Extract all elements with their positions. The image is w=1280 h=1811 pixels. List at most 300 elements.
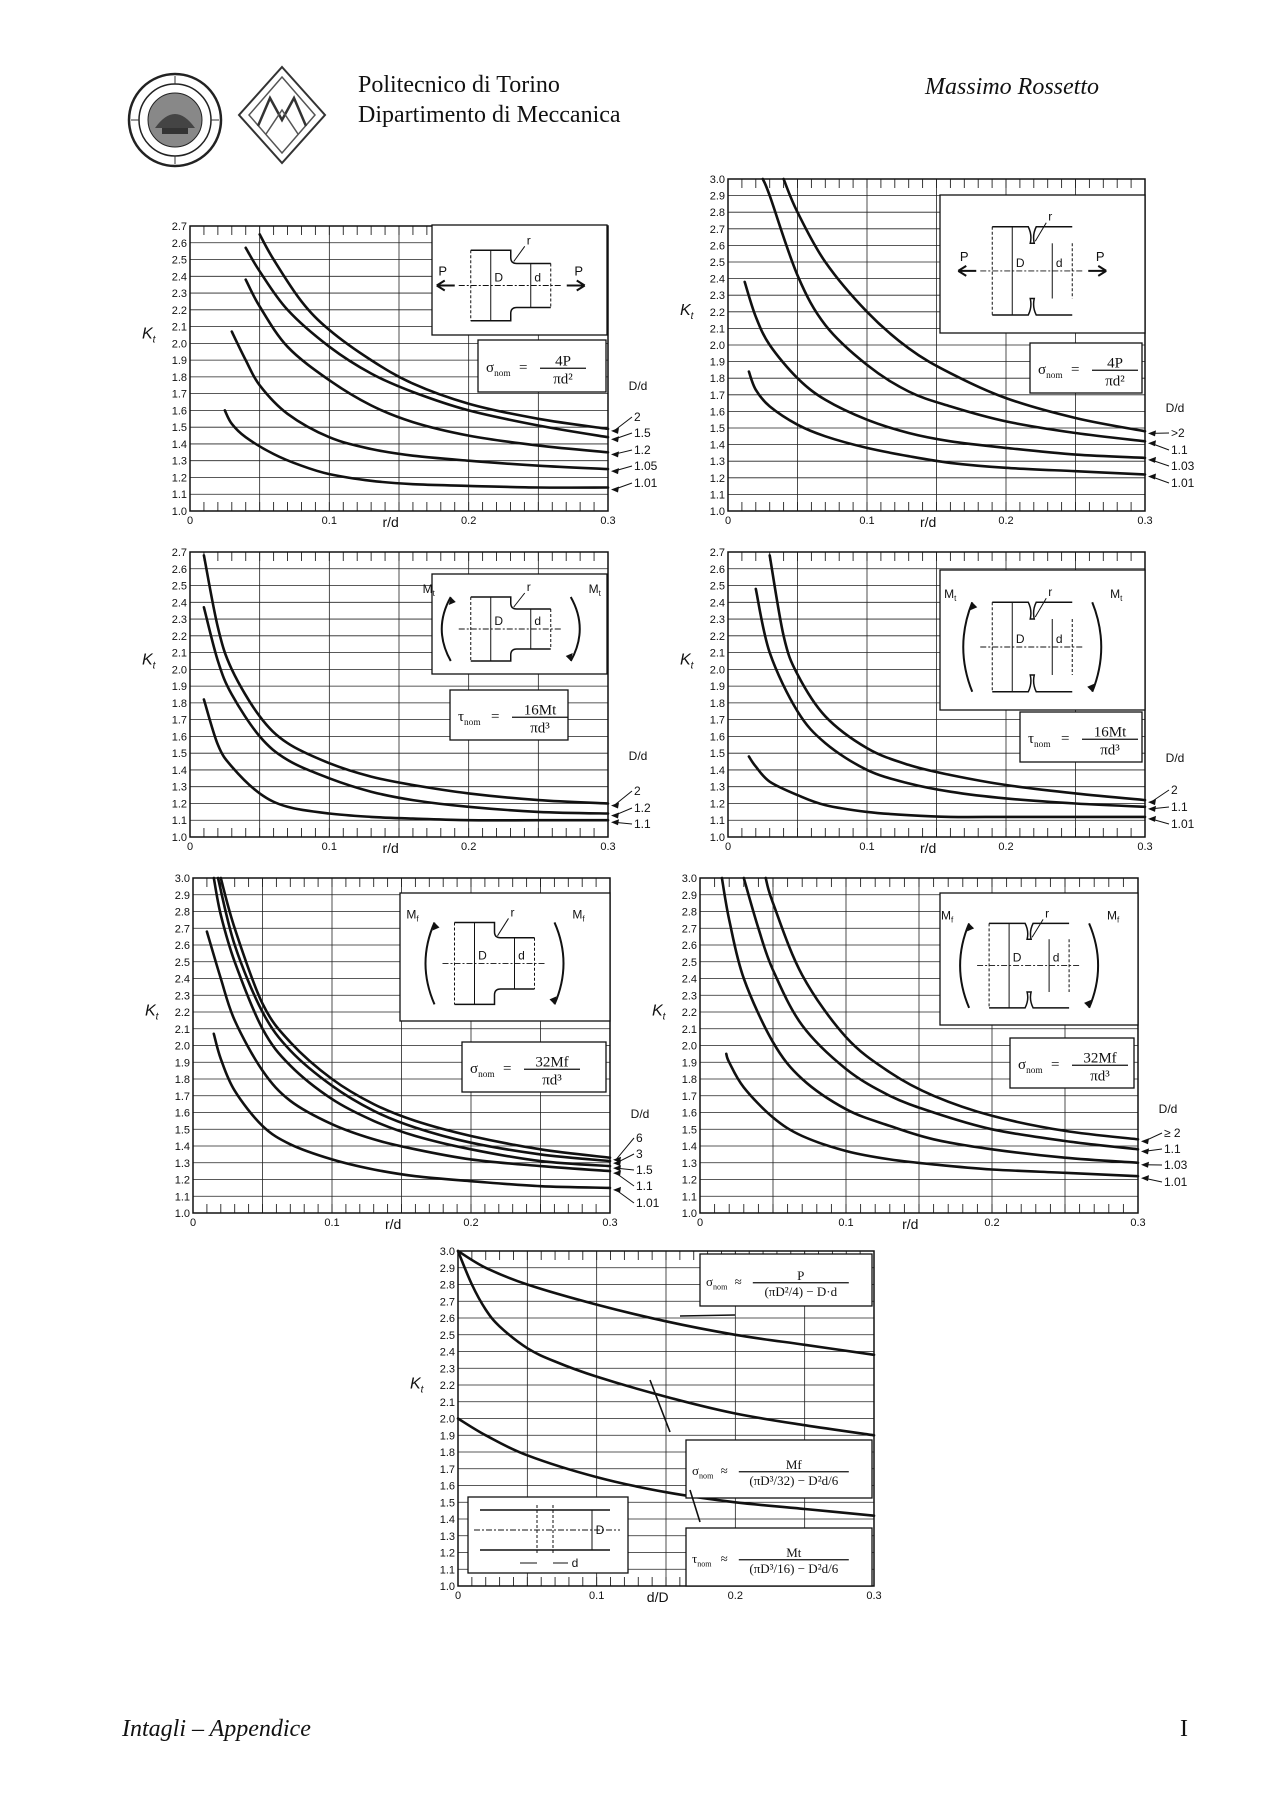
- inset-label-D: D: [478, 948, 487, 963]
- y-tick-label: 1.2: [709, 798, 725, 811]
- series-label-arrow: [611, 468, 619, 474]
- y-tick-label: 1.9: [439, 1430, 455, 1443]
- formula-subscript: nom: [699, 1471, 714, 1481]
- y-tick-label: 1.4: [171, 438, 187, 451]
- formula-relation: =: [1061, 731, 1070, 747]
- inset-frame: [940, 195, 1145, 333]
- moment-label-left: $M_f$: [940, 908, 954, 925]
- specimen-inset: [400, 893, 610, 1021]
- formula-frame: [686, 1528, 872, 1586]
- y-tick-label: 2.1: [171, 321, 187, 334]
- inset-label-r: r: [526, 580, 531, 594]
- y-tick-label: 2.0: [171, 338, 187, 351]
- moment-label-subscript: f: [416, 914, 419, 924]
- y-tick-label: 2.5: [171, 580, 187, 593]
- chart-tension-groove: [680, 174, 1195, 530]
- x-tick-label: 0.1: [859, 515, 875, 527]
- y-tick-label: 2.7: [171, 221, 187, 233]
- y-axis-label-subscript: t: [662, 1011, 666, 1023]
- y-tick-label: 1.3: [174, 1157, 190, 1170]
- series-label-arrow: [1141, 1148, 1149, 1154]
- y-tick-label: 2.1: [681, 1023, 697, 1036]
- x-tick-label: 0.2: [727, 1590, 743, 1602]
- moment-label-right: $M_t$: [588, 582, 601, 598]
- y-tick-label: 1.7: [709, 389, 725, 402]
- formula-numerator: 32Mf: [535, 1054, 569, 1071]
- y-tick-label: 1.0: [709, 506, 725, 518]
- legend-title: D/d: [630, 1107, 650, 1121]
- y-axis-label: $K_t$: [142, 325, 156, 346]
- y-tick-label: 2.6: [171, 563, 187, 576]
- inset-label-r: r: [1045, 906, 1050, 921]
- y-tick-label: 1.0: [174, 1208, 190, 1220]
- y-tick-label: 1.2: [171, 472, 187, 485]
- moment-label-subscript: f: [582, 914, 585, 924]
- formula-lhs: $\tau_{nom}$: [692, 1551, 712, 1569]
- formula-relation: ≈: [720, 1463, 728, 1478]
- y-tick-label: 2.7: [171, 547, 187, 559]
- inset-label-d: d: [518, 948, 525, 963]
- y-tick-label: 1.0: [171, 832, 187, 844]
- y-tick-label: 2.3: [709, 290, 725, 303]
- load-label-left: P: [959, 248, 969, 264]
- x-tick-label: 0.3: [1137, 515, 1153, 527]
- y-tick-label: 1.5: [174, 1124, 190, 1137]
- y-tick-label: 1.4: [439, 1514, 455, 1526]
- y-tick-label: 1.1: [171, 489, 187, 502]
- formula-numerator: 32Mf: [1083, 1050, 1117, 1067]
- formula-subscript: nom: [697, 1559, 712, 1569]
- series-label: 1.01: [1171, 476, 1195, 490]
- formula-denominator: πd²: [553, 371, 573, 388]
- formula-box: [680, 1254, 872, 1316]
- formula-denominator: (πD³/32) − D²d/6: [749, 1472, 839, 1488]
- y-tick-label: 2.2: [439, 1380, 455, 1392]
- y-tick-label: 1.9: [681, 1057, 697, 1070]
- formula-lhs: $\tau_{nom}$: [458, 709, 481, 729]
- y-tick-label: 1.7: [709, 714, 725, 727]
- legend-title: D/d: [628, 749, 648, 763]
- y-tick-label: 1.6: [174, 1107, 190, 1120]
- y-tick-label: 1.8: [171, 697, 187, 710]
- series-label-arrow: [611, 819, 619, 825]
- y-axis-label: $K_t$: [680, 302, 694, 322]
- y-tick-label: 2.9: [174, 889, 190, 902]
- y-tick-label: 3.0: [709, 174, 725, 186]
- y-tick-label: 2.4: [171, 597, 187, 610]
- load-label-right: P: [1095, 248, 1105, 264]
- x-tick-label: 0: [186, 841, 194, 853]
- x-tick-label: 0.1: [838, 1217, 854, 1229]
- series-label: 1.5: [636, 1163, 653, 1177]
- formula-box: [650, 1380, 872, 1498]
- series-label: 1.01: [1164, 1175, 1188, 1189]
- moment-label-subscript: t: [954, 594, 957, 604]
- moment-label-subscript: t: [1120, 594, 1123, 604]
- x-tick-label: 0: [189, 1217, 197, 1229]
- x-tick-label: 0.3: [866, 1590, 882, 1602]
- series-label: 1.03: [1164, 1158, 1188, 1172]
- y-tick-label: 2.5: [709, 580, 725, 593]
- y-tick-label: 1.6: [171, 405, 187, 418]
- moment-label-subscript: f: [1116, 915, 1120, 925]
- x-tick-label: 0: [454, 1590, 462, 1602]
- specimen-inset: [940, 893, 1138, 1025]
- y-tick-label: 1.6: [439, 1480, 455, 1493]
- series-label: 1.2: [634, 443, 651, 457]
- y-tick-label: 2.2: [681, 1007, 697, 1019]
- y-tick-label: 2.6: [174, 940, 190, 952]
- x-tick-label: 0.3: [602, 1217, 618, 1229]
- y-tick-label: 2.8: [709, 207, 725, 220]
- y-axis-label-subscript: t: [690, 311, 694, 322]
- formula-box: [686, 1490, 872, 1586]
- y-tick-label: 3.0: [681, 873, 697, 885]
- x-axis-label: d/D: [646, 1589, 669, 1605]
- x-tick-label: 0.2: [998, 841, 1014, 853]
- y-axis-label: $K_t$: [652, 1002, 666, 1023]
- series-label: 1.2: [634, 801, 651, 815]
- chart-transverse-hole: [410, 1246, 882, 1605]
- y-tick-label: 1.8: [681, 1074, 697, 1086]
- y-tick-label: 1.9: [709, 356, 725, 369]
- y-axis-label-subscript: t: [420, 1384, 424, 1396]
- formula-lhs: $\sigma_{nom}$: [692, 1463, 714, 1481]
- chart-torsion-groove: [680, 547, 1195, 856]
- series-label: 1.01: [634, 476, 658, 490]
- y-tick-label: 2.4: [709, 597, 725, 610]
- hole-inset: [468, 1497, 628, 1573]
- series-label-arrow: [611, 813, 619, 819]
- chart-bending-shoulder: [145, 873, 660, 1232]
- y-tick-label: 1.1: [174, 1191, 190, 1204]
- x-tick-label: 0.3: [600, 841, 616, 853]
- y-tick-label: 1.3: [171, 455, 187, 468]
- legend-title: D/d: [1158, 1102, 1178, 1116]
- formula-denominator: πd³: [542, 1072, 562, 1089]
- y-tick-label: 2.6: [439, 1313, 455, 1325]
- y-tick-label: 1.8: [171, 371, 187, 384]
- y-axis-label: $K_t$: [410, 1375, 424, 1396]
- x-axis-label: r/d: [384, 1216, 402, 1232]
- formula-subscript: nom: [1046, 371, 1063, 382]
- x-tick-label: 0.2: [463, 1217, 479, 1229]
- load-label-left: P: [438, 263, 448, 279]
- formula-frame: [478, 340, 606, 392]
- y-tick-label: 2.9: [709, 190, 725, 203]
- y-tick-label: 1.1: [709, 815, 725, 828]
- y-tick-label: 1.9: [171, 681, 187, 694]
- y-tick-label: 2.8: [439, 1279, 455, 1292]
- formula-frame: [1030, 343, 1142, 393]
- y-tick-label: 2.0: [709, 340, 725, 352]
- y-tick-label: 1.2: [174, 1174, 190, 1187]
- y-axis-label-subscript: t: [155, 1011, 159, 1023]
- y-tick-label: 1.8: [709, 373, 725, 386]
- y-tick-label: 2.5: [174, 956, 190, 969]
- formula-relation: =: [491, 709, 500, 725]
- formula-denominator: πd²: [1105, 373, 1125, 390]
- institution-name: Politecnico di Torino: [358, 72, 560, 98]
- y-tick-label: 1.6: [681, 1107, 697, 1120]
- moment-label-left: $M_t$: [422, 582, 435, 598]
- y-tick-label: 1.4: [709, 764, 725, 777]
- formula-box: [1030, 343, 1142, 393]
- specimen-inset: [423, 574, 607, 674]
- y-tick-label: 1.7: [171, 714, 187, 727]
- y-tick-label: 2.3: [439, 1363, 455, 1376]
- y-tick-label: 1.9: [174, 1057, 190, 1070]
- y-tick-label: 2.0: [171, 664, 187, 677]
- page-number: I: [1180, 1716, 1188, 1742]
- series-label-arrow: [1148, 806, 1156, 812]
- series-label-arrow: [1148, 799, 1156, 805]
- formula-lhs: $\sigma_{nom}$: [470, 1061, 495, 1081]
- inset-label-r: r: [526, 233, 531, 248]
- series-label-arrow: [611, 802, 619, 808]
- formula-numerator: Mt: [786, 1545, 802, 1561]
- inset-frame: [432, 225, 607, 335]
- formula-subscript: nom: [1026, 1066, 1043, 1077]
- chart-bending-groove: [652, 873, 1188, 1232]
- inset-label-d: d: [1055, 632, 1063, 646]
- inset-label-d: d: [1052, 950, 1060, 965]
- x-tick-label: 0.2: [461, 841, 477, 853]
- y-tick-label: 2.7: [709, 223, 725, 236]
- y-tick-label: 1.3: [709, 781, 725, 794]
- y-tick-label: 3.0: [174, 873, 190, 885]
- series-label: 2: [634, 784, 641, 798]
- formula-lhs: $\sigma_{nom}$: [1038, 362, 1063, 382]
- y-tick-label: 1.1: [709, 489, 725, 502]
- y-tick-label: 2.3: [171, 288, 187, 301]
- formula-frame: [462, 1042, 606, 1092]
- y-tick-label: 1.3: [439, 1530, 455, 1543]
- y-tick-label: 2.4: [171, 271, 187, 284]
- y-tick-label: 1.0: [439, 1581, 455, 1593]
- series-label: 2: [1171, 783, 1178, 797]
- formula-relation: =: [1051, 1057, 1060, 1073]
- y-tick-label: 2.7: [439, 1296, 455, 1309]
- series-label: 1.1: [636, 1179, 653, 1193]
- series-label-arrow: [1141, 1162, 1149, 1168]
- y-axis-label-subscript: t: [690, 660, 694, 672]
- inset-label-d: d: [1055, 255, 1063, 270]
- inset-label-D: D: [494, 270, 504, 285]
- y-tick-label: 1.6: [709, 406, 725, 419]
- x-tick-label: 0.3: [1137, 841, 1153, 853]
- series-label-arrow: [1148, 816, 1156, 822]
- x-axis-label: r/d: [919, 840, 937, 856]
- formula-lhs: $\sigma_{nom}$: [1018, 1057, 1043, 1077]
- series-label-arrow: [1148, 457, 1156, 463]
- y-tick-label: 1.5: [709, 423, 725, 435]
- y-tick-label: 2.1: [709, 323, 725, 336]
- series-label-arrow: [1141, 1175, 1149, 1181]
- formula-denominator: (πD²/4) − D·d: [764, 1283, 838, 1299]
- specimen-inset: [432, 225, 607, 335]
- y-tick-label: 1.5: [171, 422, 187, 435]
- y-tick-label: 1.6: [709, 731, 725, 744]
- y-tick-label: 1.2: [439, 1547, 455, 1560]
- formula-subscript: nom: [464, 718, 481, 729]
- series-label: 1.1: [1164, 1142, 1181, 1156]
- y-axis-label: $K_t$: [145, 1002, 159, 1023]
- legend-title: D/d: [628, 379, 648, 393]
- x-axis-label: r/d: [919, 514, 937, 530]
- y-tick-label: 2.1: [171, 647, 187, 660]
- formula-box: [462, 1042, 606, 1092]
- y-tick-label: 1.7: [171, 388, 187, 401]
- formula-numerator: 4P: [555, 353, 571, 370]
- formula-subscript: nom: [478, 1070, 495, 1081]
- series-label: 1.01: [1171, 817, 1195, 831]
- series-label-arrow: [1148, 473, 1156, 479]
- formula-denominator: (πD³/16) − D²d/6: [749, 1560, 839, 1576]
- series-label-arrow: [611, 428, 619, 434]
- formula-numerator: Mf: [785, 1457, 802, 1473]
- y-tick-label: 1.0: [171, 506, 187, 518]
- series-label-arrow: [1141, 1138, 1149, 1144]
- inset-label-D: D: [595, 1523, 605, 1537]
- formula-denominator: πd³: [1090, 1068, 1110, 1085]
- y-tick-label: 2.3: [171, 614, 187, 627]
- inset-label-r: r: [1048, 209, 1053, 224]
- y-tick-label: 2.2: [709, 306, 725, 319]
- y-tick-label: 1.6: [171, 731, 187, 744]
- y-tick-label: 1.9: [171, 355, 187, 368]
- y-tick-label: 2.0: [439, 1413, 455, 1426]
- y-tick-label: 2.9: [439, 1262, 455, 1275]
- inset-label-r: r: [1048, 585, 1053, 600]
- formula-subscript: nom: [1034, 740, 1051, 751]
- y-tick-label: 2.0: [709, 664, 725, 677]
- series-label: 1.03: [1171, 459, 1195, 473]
- y-tick-label: 2.7: [174, 923, 190, 936]
- inset-label-D: D: [494, 614, 504, 628]
- y-tick-label: 1.0: [709, 832, 725, 844]
- x-tick-label: 0.2: [998, 515, 1014, 527]
- y-tick-label: 2.1: [439, 1396, 455, 1409]
- moment-label-right: $M_t$: [1110, 587, 1123, 604]
- y-tick-label: 2.4: [174, 973, 190, 986]
- x-tick-label: 0: [724, 841, 732, 853]
- formula-denominator: πd³: [1100, 742, 1120, 759]
- y-axis-label-subscript: t: [152, 334, 156, 346]
- inset-frame: [432, 574, 607, 674]
- y-tick-label: 3.0: [439, 1246, 455, 1258]
- y-tick-label: 1.2: [709, 472, 725, 485]
- y-tick-label: 2.1: [709, 647, 725, 660]
- load-label-right: P: [574, 263, 584, 279]
- x-axis-label: r/d: [382, 840, 399, 856]
- series-label: ≥ 2: [1164, 1126, 1181, 1140]
- chart-torsion-shoulder: [142, 547, 651, 856]
- series-label: 1.05: [634, 459, 658, 473]
- y-tick-label: 1.3: [171, 781, 187, 794]
- author-name: Massimo Rossetto: [925, 74, 1099, 100]
- y-tick-label: 2.3: [709, 614, 725, 627]
- inset-label-D: D: [1015, 255, 1025, 270]
- inset-label-D: D: [1012, 950, 1022, 965]
- y-tick-label: 2.8: [681, 906, 697, 919]
- y-tick-label: 1.1: [439, 1564, 455, 1577]
- x-tick-label: 0.1: [321, 841, 337, 853]
- x-tick-label: 0.2: [461, 515, 477, 527]
- y-tick-label: 1.2: [681, 1174, 697, 1187]
- legend-title: D/d: [1165, 401, 1185, 415]
- moment-label-left: $M_t$: [944, 587, 957, 604]
- specimen-inset: [940, 195, 1145, 333]
- formula-subscript: nom: [713, 1282, 728, 1292]
- y-tick-label: 2.5: [171, 254, 187, 267]
- series-label: 2: [634, 410, 641, 424]
- series-label-arrow: [613, 1170, 621, 1176]
- formula-relation: ≈: [734, 1274, 742, 1289]
- x-tick-label: 0: [186, 515, 194, 527]
- moment-label-right: $M_f$: [1106, 908, 1120, 925]
- series-label: 1.5: [634, 426, 651, 440]
- moment-label-subscript: t: [598, 589, 601, 598]
- series-label-arrow: [611, 451, 619, 457]
- y-tick-label: 1.1: [681, 1191, 697, 1204]
- y-tick-label: 2.2: [171, 630, 187, 643]
- x-tick-label: 0: [696, 1217, 704, 1229]
- inset-label-D: D: [1015, 632, 1025, 646]
- formula-numerator: 4P: [1107, 355, 1123, 372]
- formula-denominator: πd³: [530, 720, 550, 737]
- series-label: 6: [636, 1131, 643, 1145]
- y-tick-label: 2.4: [439, 1346, 455, 1359]
- y-tick-label: 1.1: [171, 815, 187, 828]
- x-axis-label: r/d: [902, 1216, 919, 1232]
- formula-box: [478, 340, 606, 392]
- series-label-arrow: [611, 487, 619, 493]
- y-tick-label: 2.6: [709, 563, 725, 576]
- y-tick-label: 2.0: [681, 1040, 697, 1053]
- series-label: 3: [636, 1147, 643, 1161]
- x-tick-label: 0.3: [1130, 1217, 1146, 1229]
- x-tick-label: 0.3: [600, 515, 616, 527]
- specimen-inset: [940, 570, 1145, 710]
- y-axis-label: $K_t$: [680, 651, 694, 672]
- y-tick-label: 2.4: [709, 273, 725, 286]
- department-name: Dipartimento di Meccanica: [358, 102, 621, 128]
- inset-label-d: d: [534, 614, 542, 628]
- y-tick-label: 2.6: [681, 940, 697, 952]
- y-axis-label: $K_t$: [142, 651, 156, 672]
- series-label-arrow: [1148, 430, 1156, 436]
- y-tick-label: 1.5: [709, 748, 725, 761]
- x-tick-label: 0.2: [984, 1217, 1000, 1229]
- y-tick-label: 1.5: [439, 1497, 455, 1510]
- moment-label-subscript: f: [950, 915, 954, 925]
- y-tick-label: 2.5: [439, 1329, 455, 1342]
- x-tick-label: 0.1: [324, 1217, 340, 1229]
- series-label: 1.1: [1171, 800, 1188, 814]
- legend-title: D/d: [1165, 751, 1185, 765]
- y-tick-label: 2.3: [174, 990, 190, 1003]
- y-tick-label: 2.3: [681, 990, 697, 1003]
- y-tick-label: 1.7: [681, 1090, 697, 1103]
- inset-label-r: r: [510, 905, 515, 920]
- y-tick-label: 1.7: [174, 1090, 190, 1103]
- x-tick-label: 0.1: [859, 841, 875, 853]
- formula-frame: [686, 1440, 872, 1498]
- x-tick-label: 0.1: [589, 1590, 605, 1602]
- x-tick-label: 0: [724, 515, 732, 527]
- series-label: 1.01: [636, 1196, 660, 1210]
